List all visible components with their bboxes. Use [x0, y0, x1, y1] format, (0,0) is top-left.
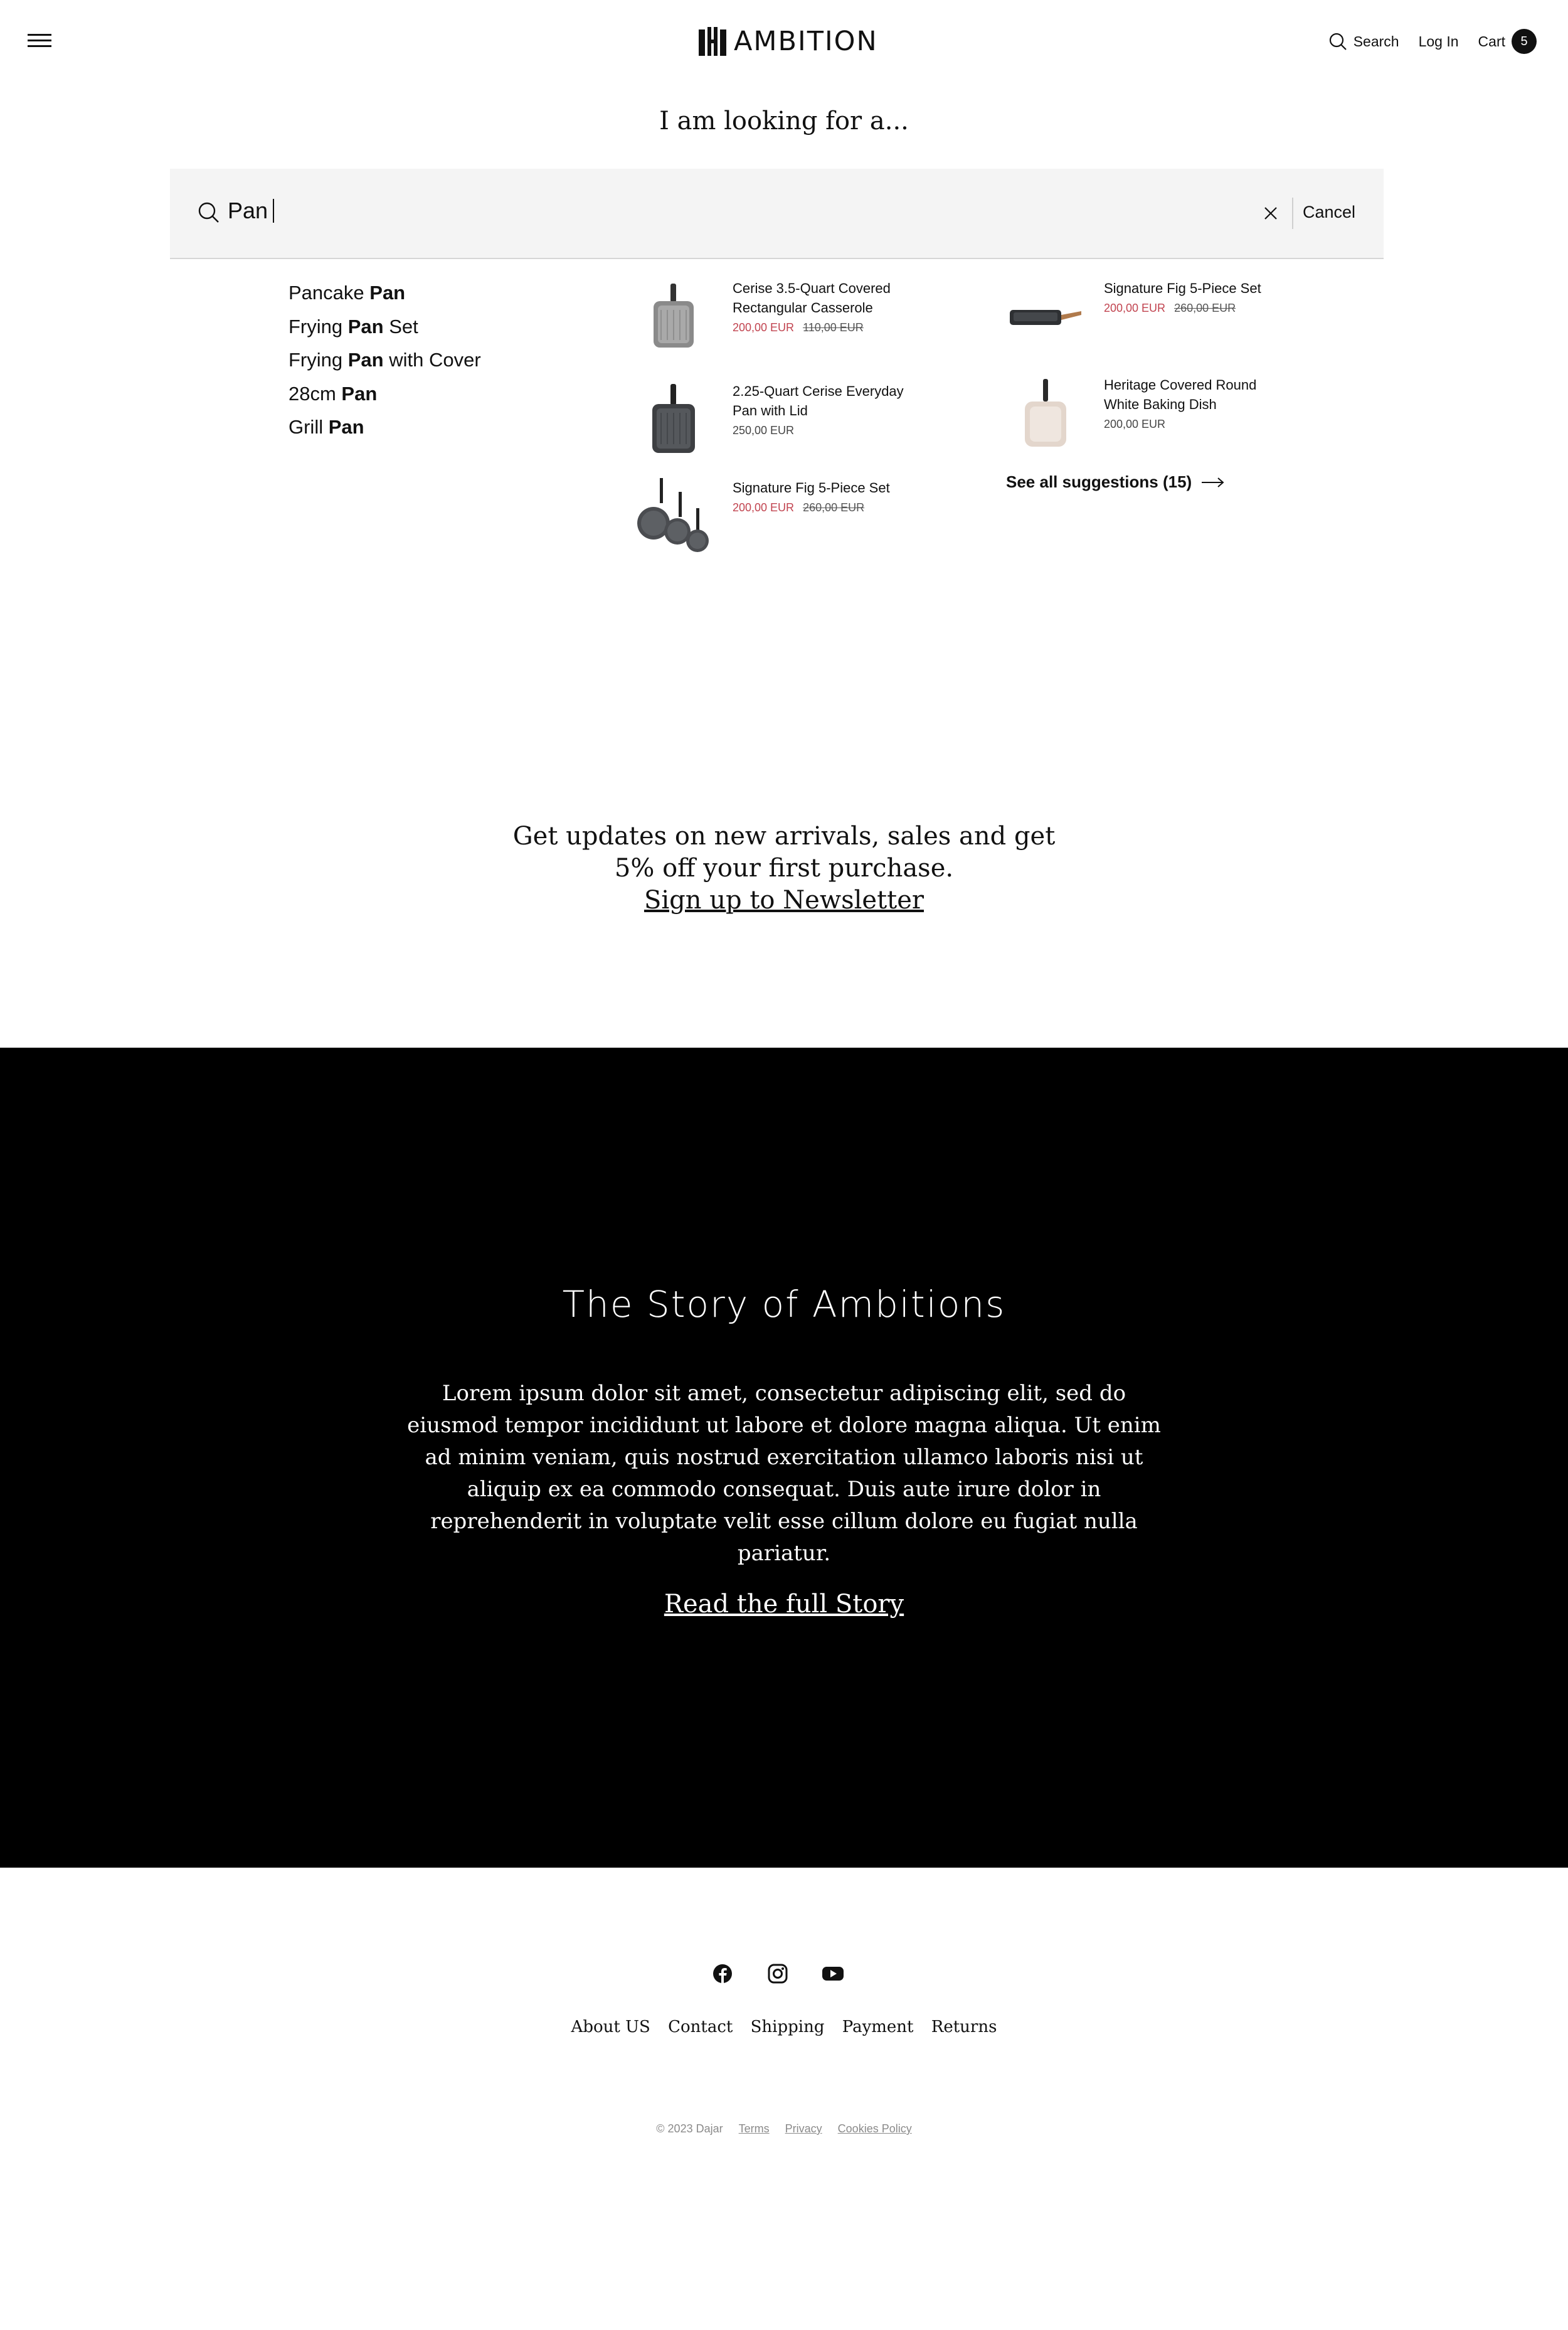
copyright-text: © 2023 Dajar [656, 2122, 723, 2135]
cancel-search-button[interactable]: Cancel [1303, 203, 1356, 221]
newsletter-section [0, 821, 1568, 917]
product-image [636, 279, 711, 354]
newsletter-text-line2: 5% off your first purchase. [614, 854, 954, 883]
footer-link-returns[interactable]: Returns [931, 2018, 997, 2036]
cookies-policy-link[interactable]: Cookies Policy [837, 2122, 912, 2135]
product-image [1007, 279, 1083, 354]
search-icon [198, 201, 220, 224]
suggestion-item[interactable]: Frying Pan with Cover [289, 349, 481, 371]
product-name: Cerise 3.5-Quart Covered Rectangular Casserole [733, 280, 891, 316]
product-old-price: 260,00 EUR [1174, 302, 1236, 314]
read-full-story-link[interactable]: Read the full Story [664, 1590, 904, 1619]
product-name: Signature Fig 5-Piece Set [1104, 280, 1261, 296]
story-section [0, 1048, 1568, 1868]
product-image [636, 381, 711, 457]
product-price: 250,00 EUR [733, 424, 795, 437]
header-nav [1309, 28, 1537, 55]
product-old-price: 260,00 EUR [803, 501, 865, 514]
logo-mark-icon [699, 27, 726, 56]
footer-link-about[interactable]: About US [571, 2018, 650, 2036]
product-card[interactable] [636, 279, 921, 354]
product-image [636, 478, 711, 553]
see-all-suggestions-link[interactable] [1006, 472, 1224, 492]
product-card[interactable] [1007, 375, 1292, 450]
search-bar [170, 169, 1384, 259]
youtube-icon[interactable] [819, 1960, 847, 1987]
product-old-price: 110,00 EUR [803, 321, 864, 334]
terms-link[interactable]: Terms [738, 2122, 770, 2135]
newsletter-text-line1: Get updates on new arrivals, sales and get [512, 822, 1056, 851]
see-all-label: See all suggestions (15) [1006, 472, 1192, 491]
arrow-right-icon [1202, 476, 1224, 489]
footer-link-payment[interactable]: Payment [842, 2018, 914, 2036]
brand-name: AMBITION [734, 26, 878, 57]
story-body: Lorem ipsum dolor sit amet, consectetur adipiscing elit, sed do eiusmod tempor incididunt ut labore et dolore magna aliqua. Ut enim ad minim veniam, quis nostrud exercitation ullamco laboris nisi ut aliquip ex ea commodo consequat. Duis aute irure dolor in reprehenderit in voluptate velit esse cillum dolore eu fugiat nulla pariatur. [407, 1381, 1161, 1566]
search-suggestions [289, 276, 481, 444]
search-heading: I am looking for a... [659, 107, 909, 136]
product-card[interactable] [636, 478, 921, 553]
search-button[interactable] [1328, 32, 1399, 51]
search-icon [1328, 32, 1347, 51]
product-name: Heritage Covered Round White Baking Dish [1104, 377, 1257, 412]
search-label: Search [1353, 33, 1399, 50]
search-divider [1292, 198, 1293, 229]
footer-links [0, 2018, 1568, 2036]
newsletter-signup-link[interactable]: Sign up to Newsletter [644, 886, 924, 915]
product-card[interactable] [636, 381, 921, 457]
suggestion-item[interactable]: 28cm Pan [289, 382, 378, 405]
product-image [1007, 375, 1083, 450]
clear-search-icon[interactable] [1259, 202, 1282, 225]
privacy-link[interactable]: Privacy [785, 2122, 822, 2135]
search-query-text: Pan [228, 198, 268, 223]
footer-link-contact[interactable]: Contact [668, 2018, 733, 2036]
product-price: 200,00 EUR [733, 321, 795, 334]
copyright-bar [0, 2122, 1568, 2136]
suggestion-item[interactable]: Grill Pan [289, 416, 364, 438]
product-price: 200,00 EUR [1104, 302, 1166, 314]
product-price: 200,00 EUR [733, 501, 795, 514]
instagram-icon[interactable] [764, 1960, 792, 1987]
product-name: 2.25-Quart Cerise Everyday Pan with Lid [733, 383, 904, 418]
text-caret [273, 199, 274, 223]
login-link[interactable] [1419, 33, 1459, 50]
suggestion-item[interactable]: Frying Pan Set [289, 315, 418, 338]
cart-count-badge: 5 [1512, 29, 1537, 54]
product-card[interactable] [1007, 279, 1292, 354]
cart-label: Cart [1478, 33, 1505, 50]
product-price: 200,00 EUR [1104, 418, 1166, 430]
footer-link-shipping[interactable]: Shipping [750, 2018, 825, 2036]
menu-hamburger-icon[interactable] [28, 34, 51, 49]
search-input[interactable] [228, 198, 274, 224]
brand-logo[interactable] [699, 25, 878, 58]
social-links [709, 1960, 847, 1987]
cart-button[interactable] [1478, 29, 1537, 54]
login-label: Log In [1418, 33, 1459, 50]
suggestion-item[interactable]: Pancake Pan [289, 282, 406, 304]
story-title: The Story of Ambitions [562, 1283, 1006, 1326]
product-name: Signature Fig 5-Piece Set [733, 480, 890, 496]
facebook-icon[interactable] [709, 1960, 736, 1987]
